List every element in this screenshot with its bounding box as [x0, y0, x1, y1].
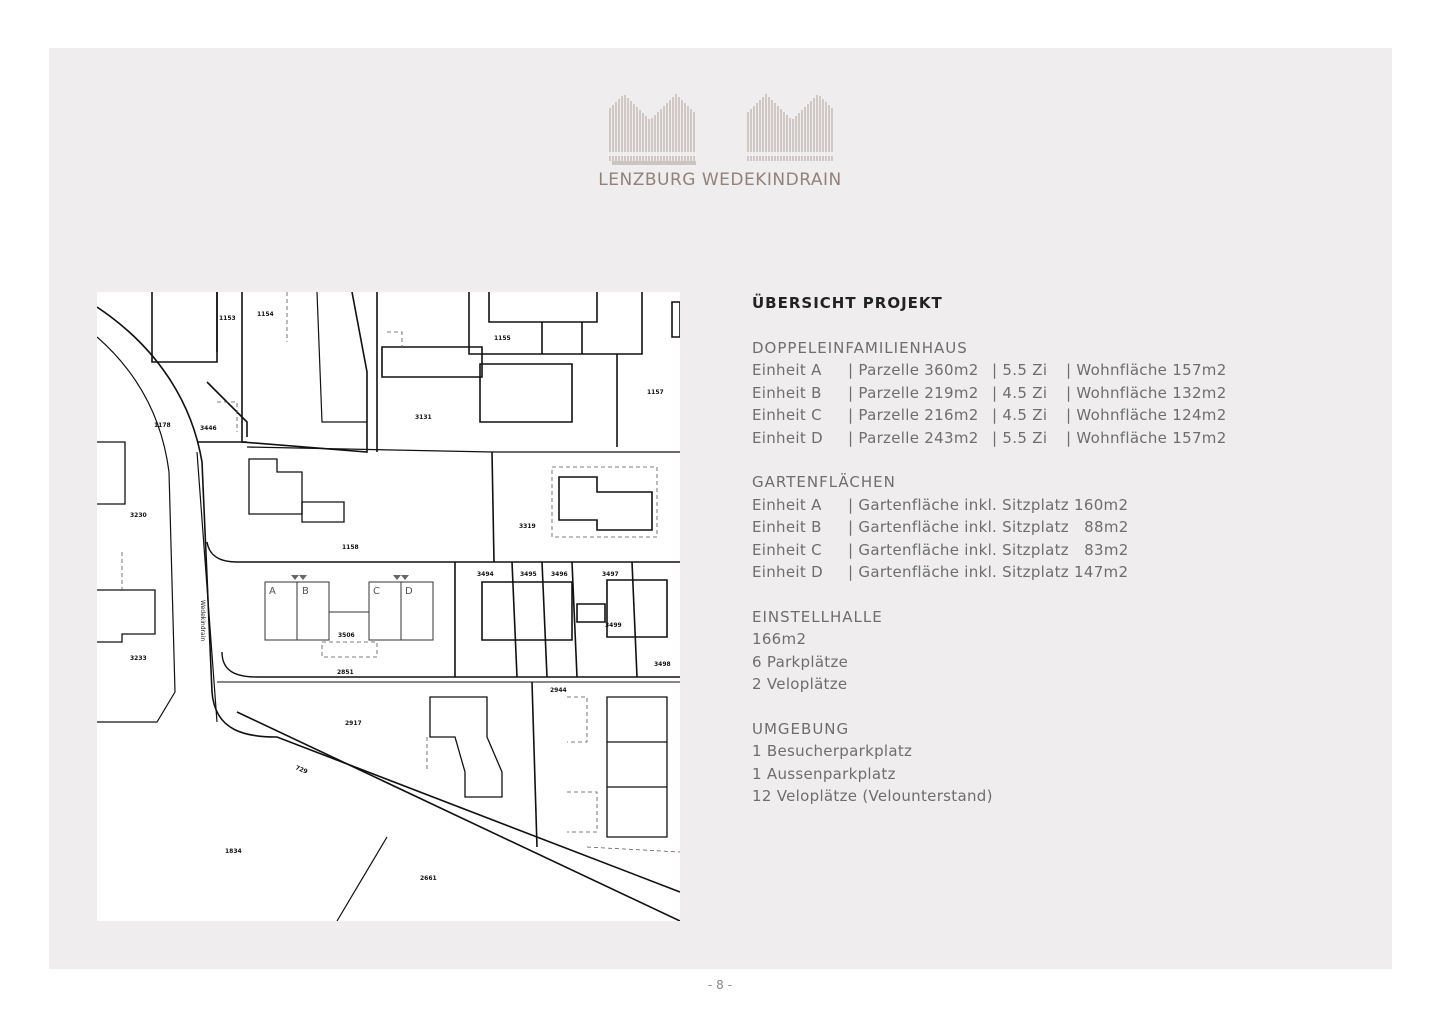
- room-count: | 4.5 Zi: [992, 383, 1048, 402]
- living-area: | Wohnfläche 157m2: [1066, 428, 1227, 447]
- parcel-label: 1154: [257, 311, 274, 318]
- parcel-label: 3495: [520, 571, 537, 578]
- room-count: | 5.5 Zi: [992, 361, 1048, 379]
- surroundings-section: [752, 718, 1352, 808]
- parcel-label: 3233: [130, 655, 147, 662]
- parcel-size: | Parzelle 216m2: [848, 406, 979, 424]
- project-overview: [752, 292, 1352, 830]
- living-area: | Wohnfläche 157m2: [1066, 361, 1227, 379]
- room-count: | 5.5 Zi: [992, 428, 1048, 447]
- site-plan-map: [97, 292, 680, 921]
- unit-b-label: B: [302, 586, 309, 597]
- garden-area: | Gartenfläche inkl. Sitzplatz 160m2: [848, 495, 1129, 514]
- house-row: [752, 404, 1352, 427]
- garden-area: | Gartenfläche inkl. Sitzplatz 147m2: [848, 563, 1129, 581]
- parcel-label: 3506: [338, 632, 355, 639]
- parcel-label: 3497: [602, 571, 619, 578]
- house-row: [752, 382, 1352, 405]
- garage-section: [752, 606, 1352, 696]
- garden-row: [752, 561, 1352, 584]
- parcel-label: 1834: [225, 848, 242, 855]
- surroundings-heading: UMGEBUNG: [752, 719, 850, 738]
- street-label: Wedekindrain: [199, 600, 206, 642]
- parcel-label: 3494: [477, 571, 494, 578]
- house-heading: DOPPELEINFAMILIENHAUS: [752, 338, 968, 357]
- unit-a-label: A: [269, 586, 276, 597]
- parcel-size: | Parzelle 243m2: [848, 428, 979, 447]
- parcel-label: 729: [294, 764, 309, 776]
- living-area: | Wohnfläche 124m2: [1066, 406, 1227, 424]
- parcel-size: | Parzelle 219m2: [848, 383, 979, 402]
- garage-line: 2 Veloplätze: [752, 675, 848, 693]
- parcel-label: 2851: [337, 669, 354, 676]
- brand-name: LENZBURG WEDEKINDRAIN: [598, 170, 842, 190]
- parcel-label: 1153: [219, 315, 236, 322]
- house-row: [752, 359, 1352, 382]
- garage-line: 166m2: [752, 630, 807, 648]
- unit-name: Einheit D: [752, 428, 823, 447]
- parcel-label: 3499: [605, 622, 622, 629]
- unit-name: Einheit C: [752, 540, 822, 559]
- parcel-label: 2944: [550, 687, 567, 694]
- gardens-section: [752, 471, 1352, 584]
- logo-left-house: [612, 162, 696, 164]
- garden-row: [752, 494, 1352, 517]
- unit-name: Einheit B: [752, 518, 822, 536]
- garden-area: | Gartenfläche inkl. Sitzplatz 83m2: [848, 540, 1129, 559]
- unit-d-label: D: [405, 586, 413, 597]
- parcel-label: 3131: [415, 414, 432, 421]
- parcel-label: 3498: [654, 661, 671, 668]
- parcel-label: 2661: [420, 875, 437, 882]
- page-number: - 8 -: [708, 978, 732, 992]
- parcel-label: 3319: [519, 523, 536, 530]
- garden-row: [752, 516, 1352, 539]
- parcel-label: 1178: [154, 422, 171, 429]
- room-count: | 4.5 Zi: [992, 406, 1048, 424]
- parcel-label: 1155: [494, 335, 511, 342]
- living-area: | Wohnfläche 132m2: [1066, 383, 1227, 402]
- surroundings-line: 1 Besucherparkplatz: [752, 742, 913, 760]
- parcel-label: 3446: [200, 425, 217, 432]
- garage-line: 6 Parkplätze: [752, 652, 849, 671]
- garage-heading: EINSTELLHALLE: [752, 607, 883, 626]
- unit-name: Einheit A: [752, 361, 822, 379]
- unit-name: Einheit B: [752, 383, 822, 402]
- house-row: [752, 427, 1352, 450]
- parcel-label: 3496: [551, 571, 568, 578]
- parcel-size: | Parzelle 360m2: [848, 361, 979, 379]
- gardens-heading: GARTENFLÄCHEN: [752, 473, 896, 491]
- surroundings-line: 1 Aussenparkplatz: [752, 764, 896, 783]
- surroundings-line: 12 Veloplätze (Velounterstand): [752, 787, 993, 805]
- garden-area: | Gartenfläche inkl. Sitzplatz 88m2: [848, 518, 1129, 536]
- unit-name: Einheit C: [752, 406, 822, 424]
- parcel-label: 3230: [130, 512, 147, 519]
- house-section: [752, 337, 1352, 450]
- unit-name: Einheit A: [752, 495, 822, 514]
- garden-row: [752, 539, 1352, 562]
- parcel-label: 2917: [345, 720, 362, 727]
- overview-title: ÜBERSICHT PROJEKT: [752, 294, 943, 312]
- unit-c-label: C: [373, 586, 380, 597]
- parcel-label: 1158: [342, 544, 359, 551]
- unit-name: Einheit D: [752, 563, 823, 581]
- parcel-label: 1157: [647, 389, 664, 396]
